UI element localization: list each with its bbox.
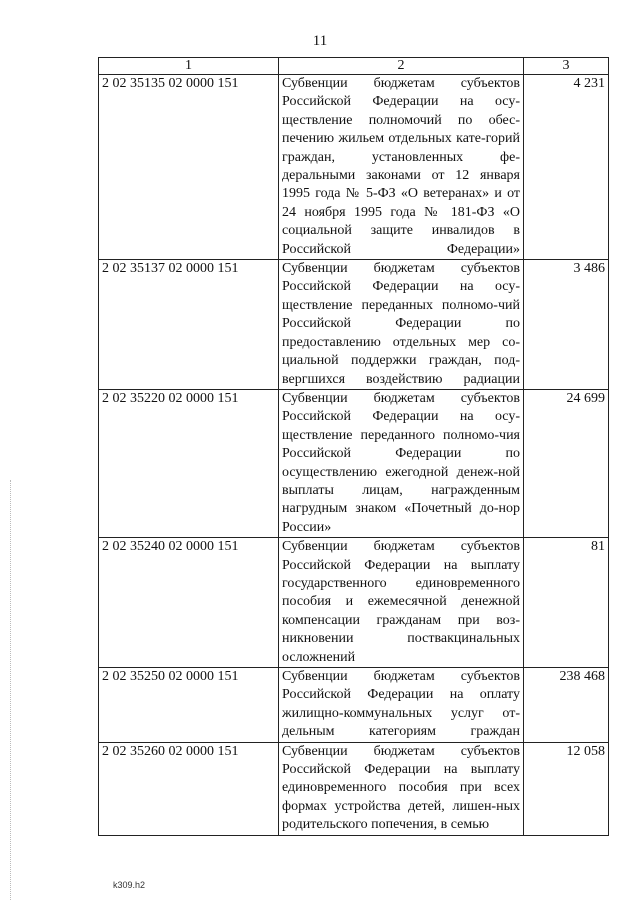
footer-document-code: k309.h2 bbox=[113, 880, 146, 890]
budget-code: 2 02 35250 02 0000 151 bbox=[99, 668, 279, 743]
row-description: Субвенции бюджетам субъектов Российской Федерации на оплату жилищно-коммунальных услуг от-дельным категориям граждан bbox=[279, 668, 524, 743]
column-header-1: 1 bbox=[99, 58, 279, 75]
table-row bbox=[99, 668, 609, 743]
row-amount: 24 699 bbox=[524, 389, 609, 537]
row-amount: 4 231 bbox=[524, 75, 609, 260]
table-row bbox=[99, 260, 609, 390]
row-description: Субвенции бюджетам субъектов Российской Федерации на осу-ществление полномочий по обес-печению жильем отдельных кате-горий граждан, установленных фе-деральными законами от 12 января 1995 года № 5-ФЗ «О ветеранах» и от 24 ноября 1995 года № 181-ФЗ «О социальной защите инвалидов в Российской Федерации» bbox=[279, 75, 524, 260]
table-row bbox=[99, 538, 609, 668]
table-row bbox=[99, 742, 609, 835]
row-description: Субвенции бюджетам субъектов Российской Федерации на выплату единовременного пособия при всех формах устройства детей, лишен-ных родительского попечения, в семью bbox=[279, 742, 524, 835]
scan-margin-line bbox=[10, 480, 12, 900]
row-amount: 3 486 bbox=[524, 260, 609, 390]
table-body bbox=[99, 75, 609, 836]
table-row bbox=[99, 75, 609, 260]
budget-table bbox=[98, 57, 609, 836]
budget-code: 2 02 35220 02 0000 151 bbox=[99, 389, 279, 537]
budget-code: 2 02 35240 02 0000 151 bbox=[99, 538, 279, 668]
row-description: Субвенции бюджетам субъектов Российской Федерации на осу-ществление переданных полномо-чий Российской Федерации по предоставлению отдельных мер со-циальной поддержки граждан, под-вергшихся воздействию радиации bbox=[279, 260, 524, 390]
budget-code: 2 02 35135 02 0000 151 bbox=[99, 75, 279, 260]
table-row bbox=[99, 389, 609, 537]
row-description: Субвенции бюджетам субъектов Российской Федерации на выплату государственного единовременного пособия и ежемесячной денежной компенсации гражданам при воз-никновении поствакцинальных осложнений bbox=[279, 538, 524, 668]
row-amount: 12 058 bbox=[524, 742, 609, 835]
header-row bbox=[99, 58, 609, 75]
page-number: 11 bbox=[312, 33, 328, 49]
budget-code: 2 02 35260 02 0000 151 bbox=[99, 742, 279, 835]
row-description: Субвенции бюджетам субъектов Российской Федерации на осу-ществление переданного полномо-чия Российской Федерации по осуществлению ежегодной денеж-ной выплаты лицам, награжденным нагрудным знаком «Почетный до-нор России» bbox=[279, 389, 524, 537]
table-header bbox=[99, 58, 609, 75]
row-amount: 81 bbox=[524, 538, 609, 668]
budget-code: 2 02 35137 02 0000 151 bbox=[99, 260, 279, 390]
column-header-2: 2 bbox=[279, 58, 524, 75]
row-amount: 238 468 bbox=[524, 668, 609, 743]
column-header-3: 3 bbox=[524, 58, 609, 75]
